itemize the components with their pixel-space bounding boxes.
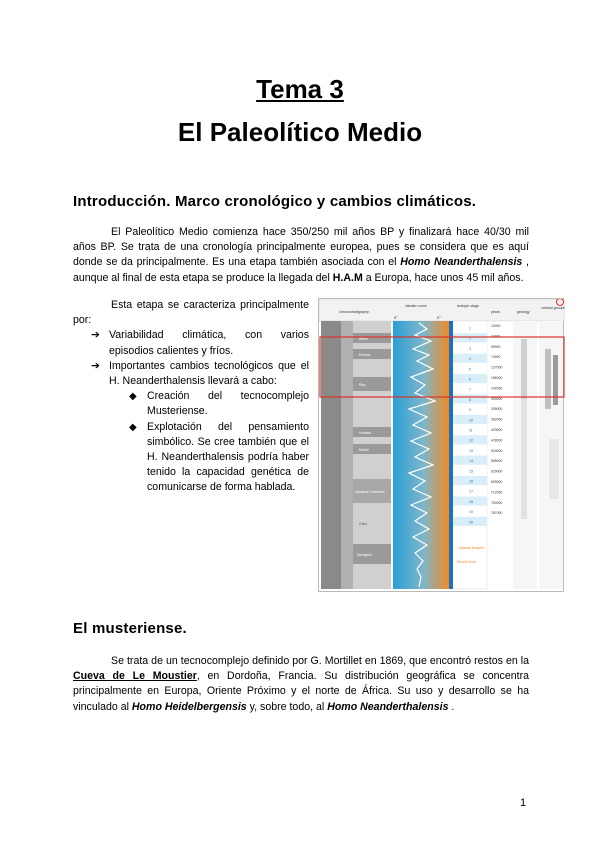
stage-number: 18 bbox=[469, 499, 473, 504]
stage-name: Günz bbox=[359, 522, 368, 526]
page-number: 1 bbox=[520, 797, 527, 809]
year-label: 339000 bbox=[491, 407, 503, 412]
stage-number: 12 bbox=[469, 438, 473, 443]
list-item: ➔ Importantes cambios tecnológicos que el H. Neanderthalensis llevará a cabo: bbox=[91, 359, 309, 388]
year-label: 74000 bbox=[491, 355, 501, 360]
characteristics-intro: Esta etapa se caracteriza principalmente por: bbox=[73, 299, 309, 327]
year-label: 300000 bbox=[491, 396, 503, 401]
stage-name: Würm bbox=[359, 337, 369, 341]
stage-number: 11 bbox=[469, 428, 473, 433]
tema-title: Tema 3 bbox=[256, 74, 344, 104]
section-heading-introduccion: Introducción. Marco cronológico y cambios climáticos. bbox=[73, 193, 477, 210]
stage-number: 6 bbox=[469, 377, 471, 382]
year-label: 478000 bbox=[491, 438, 503, 443]
list-item: ◆ Explotación del pensamiento simbólico. Se cree también que el H. Neanderthalensis podría haber tenido la capacidad genética de comunicarse de forma hablada. bbox=[129, 420, 309, 494]
stage-number: 15 bbox=[469, 469, 473, 474]
stage-number: 2 bbox=[469, 336, 471, 341]
year-label: 787000 bbox=[491, 511, 503, 516]
stage-label: épisode tempéré bbox=[459, 546, 485, 550]
year-label: 127000 bbox=[491, 365, 503, 370]
chronology-chart bbox=[319, 299, 565, 593]
stage-name: Riss bbox=[359, 383, 366, 387]
stage-number: 5 bbox=[469, 367, 471, 372]
col-header: years bbox=[491, 310, 500, 314]
stage-number: 16 bbox=[469, 479, 473, 484]
musteriense-paragraph: Se trata de un tecnocomplejo definido por G. Mortillet en 1869, que encontró restos en la Cueva de Le Moustier, en Dordoña, Francia. Su distribución geográfica se concentra principalmente en Europa, Oriente Próximo y el norte de África. Su uso y desarrollo se ha vinculado al Homo Heidelbergensis y, sobre todo, al Homo Neanderthalensis . bbox=[73, 655, 529, 713]
stage-name: Eemian bbox=[359, 353, 371, 357]
col-header: chronostratigraphy bbox=[339, 310, 369, 314]
stage-number: 7 bbox=[469, 387, 471, 392]
list-item: ➔ Variabilidad climática, con varios episodios calientes y fríos. bbox=[91, 329, 309, 357]
section-heading-musteriense: El musteriense. bbox=[73, 620, 187, 637]
intro-paragraph: El Paleolítico Medio comienza hace 350/250 mil años BP y finalizará hace 40/30 mil años BP. Se trata de una cronología principalmente europea, pues se considera que es aquí donde se da principalmente. Es una etapa también asociada con el Homo Neanderthalensis , aunque al final de esta etapa se produce la llegada del H.A.M a Europa, hace unos 45 mil años. bbox=[73, 226, 529, 284]
page-title: El Paleolítico Medio bbox=[177, 117, 423, 147]
list-item: ◆ Creación del tecnocomplejo Musteriense. bbox=[129, 390, 309, 418]
stage-number: 17 bbox=[469, 489, 473, 494]
arrow-icon: ➔ bbox=[91, 329, 100, 342]
year-label: 659000 bbox=[491, 480, 503, 484]
year-label: 242000 bbox=[491, 386, 503, 391]
stage-number: 9 bbox=[469, 408, 471, 413]
stage-number: 14 bbox=[469, 459, 473, 464]
stage-label: Eburon froid bbox=[457, 560, 476, 564]
curve-label: 0° bbox=[437, 315, 441, 320]
stage-number: 19 bbox=[469, 510, 473, 515]
stage-name: Ménapien bbox=[357, 553, 372, 557]
year-label: 24000 bbox=[491, 334, 501, 339]
stage-number: 3 bbox=[469, 346, 471, 351]
stage-number: 8 bbox=[469, 397, 471, 402]
year-label: 524000 bbox=[491, 448, 503, 453]
stage-name: complexe Cromérien bbox=[355, 490, 385, 494]
year-label: 423000 bbox=[491, 428, 503, 432]
diamond-icon: ◆ bbox=[129, 391, 137, 403]
characteristics-list bbox=[73, 298, 309, 496]
year-label: 10000 bbox=[491, 324, 501, 328]
col-header: cultural groups bbox=[541, 306, 565, 310]
col-header: climatic curve bbox=[405, 304, 427, 308]
col-header: geology bbox=[517, 310, 530, 314]
stage-name: Mindel bbox=[359, 448, 369, 452]
stage-number: 1 bbox=[469, 326, 471, 331]
arrow-icon: ➔ bbox=[91, 359, 100, 372]
year-label: 565000 bbox=[491, 459, 503, 464]
col-header: isotopic stage bbox=[457, 304, 479, 308]
year-label: 186000 bbox=[491, 376, 503, 380]
chronology-figure bbox=[318, 298, 564, 592]
stage-number: 20 bbox=[469, 520, 473, 525]
year-label: 712000 bbox=[491, 490, 503, 495]
stage-number: 13 bbox=[469, 448, 473, 453]
year-label: 620000 bbox=[491, 469, 503, 474]
diamond-icon: ◆ bbox=[129, 421, 137, 433]
stage-number: 10 bbox=[469, 418, 473, 423]
year-label: 362000 bbox=[491, 417, 503, 422]
stage-name: Holstein bbox=[359, 431, 372, 435]
year-label: 59000 bbox=[491, 344, 501, 349]
year-label: 760000 bbox=[491, 500, 503, 505]
curve-label: 0° bbox=[394, 315, 398, 320]
stage-number: 4 bbox=[469, 357, 471, 362]
